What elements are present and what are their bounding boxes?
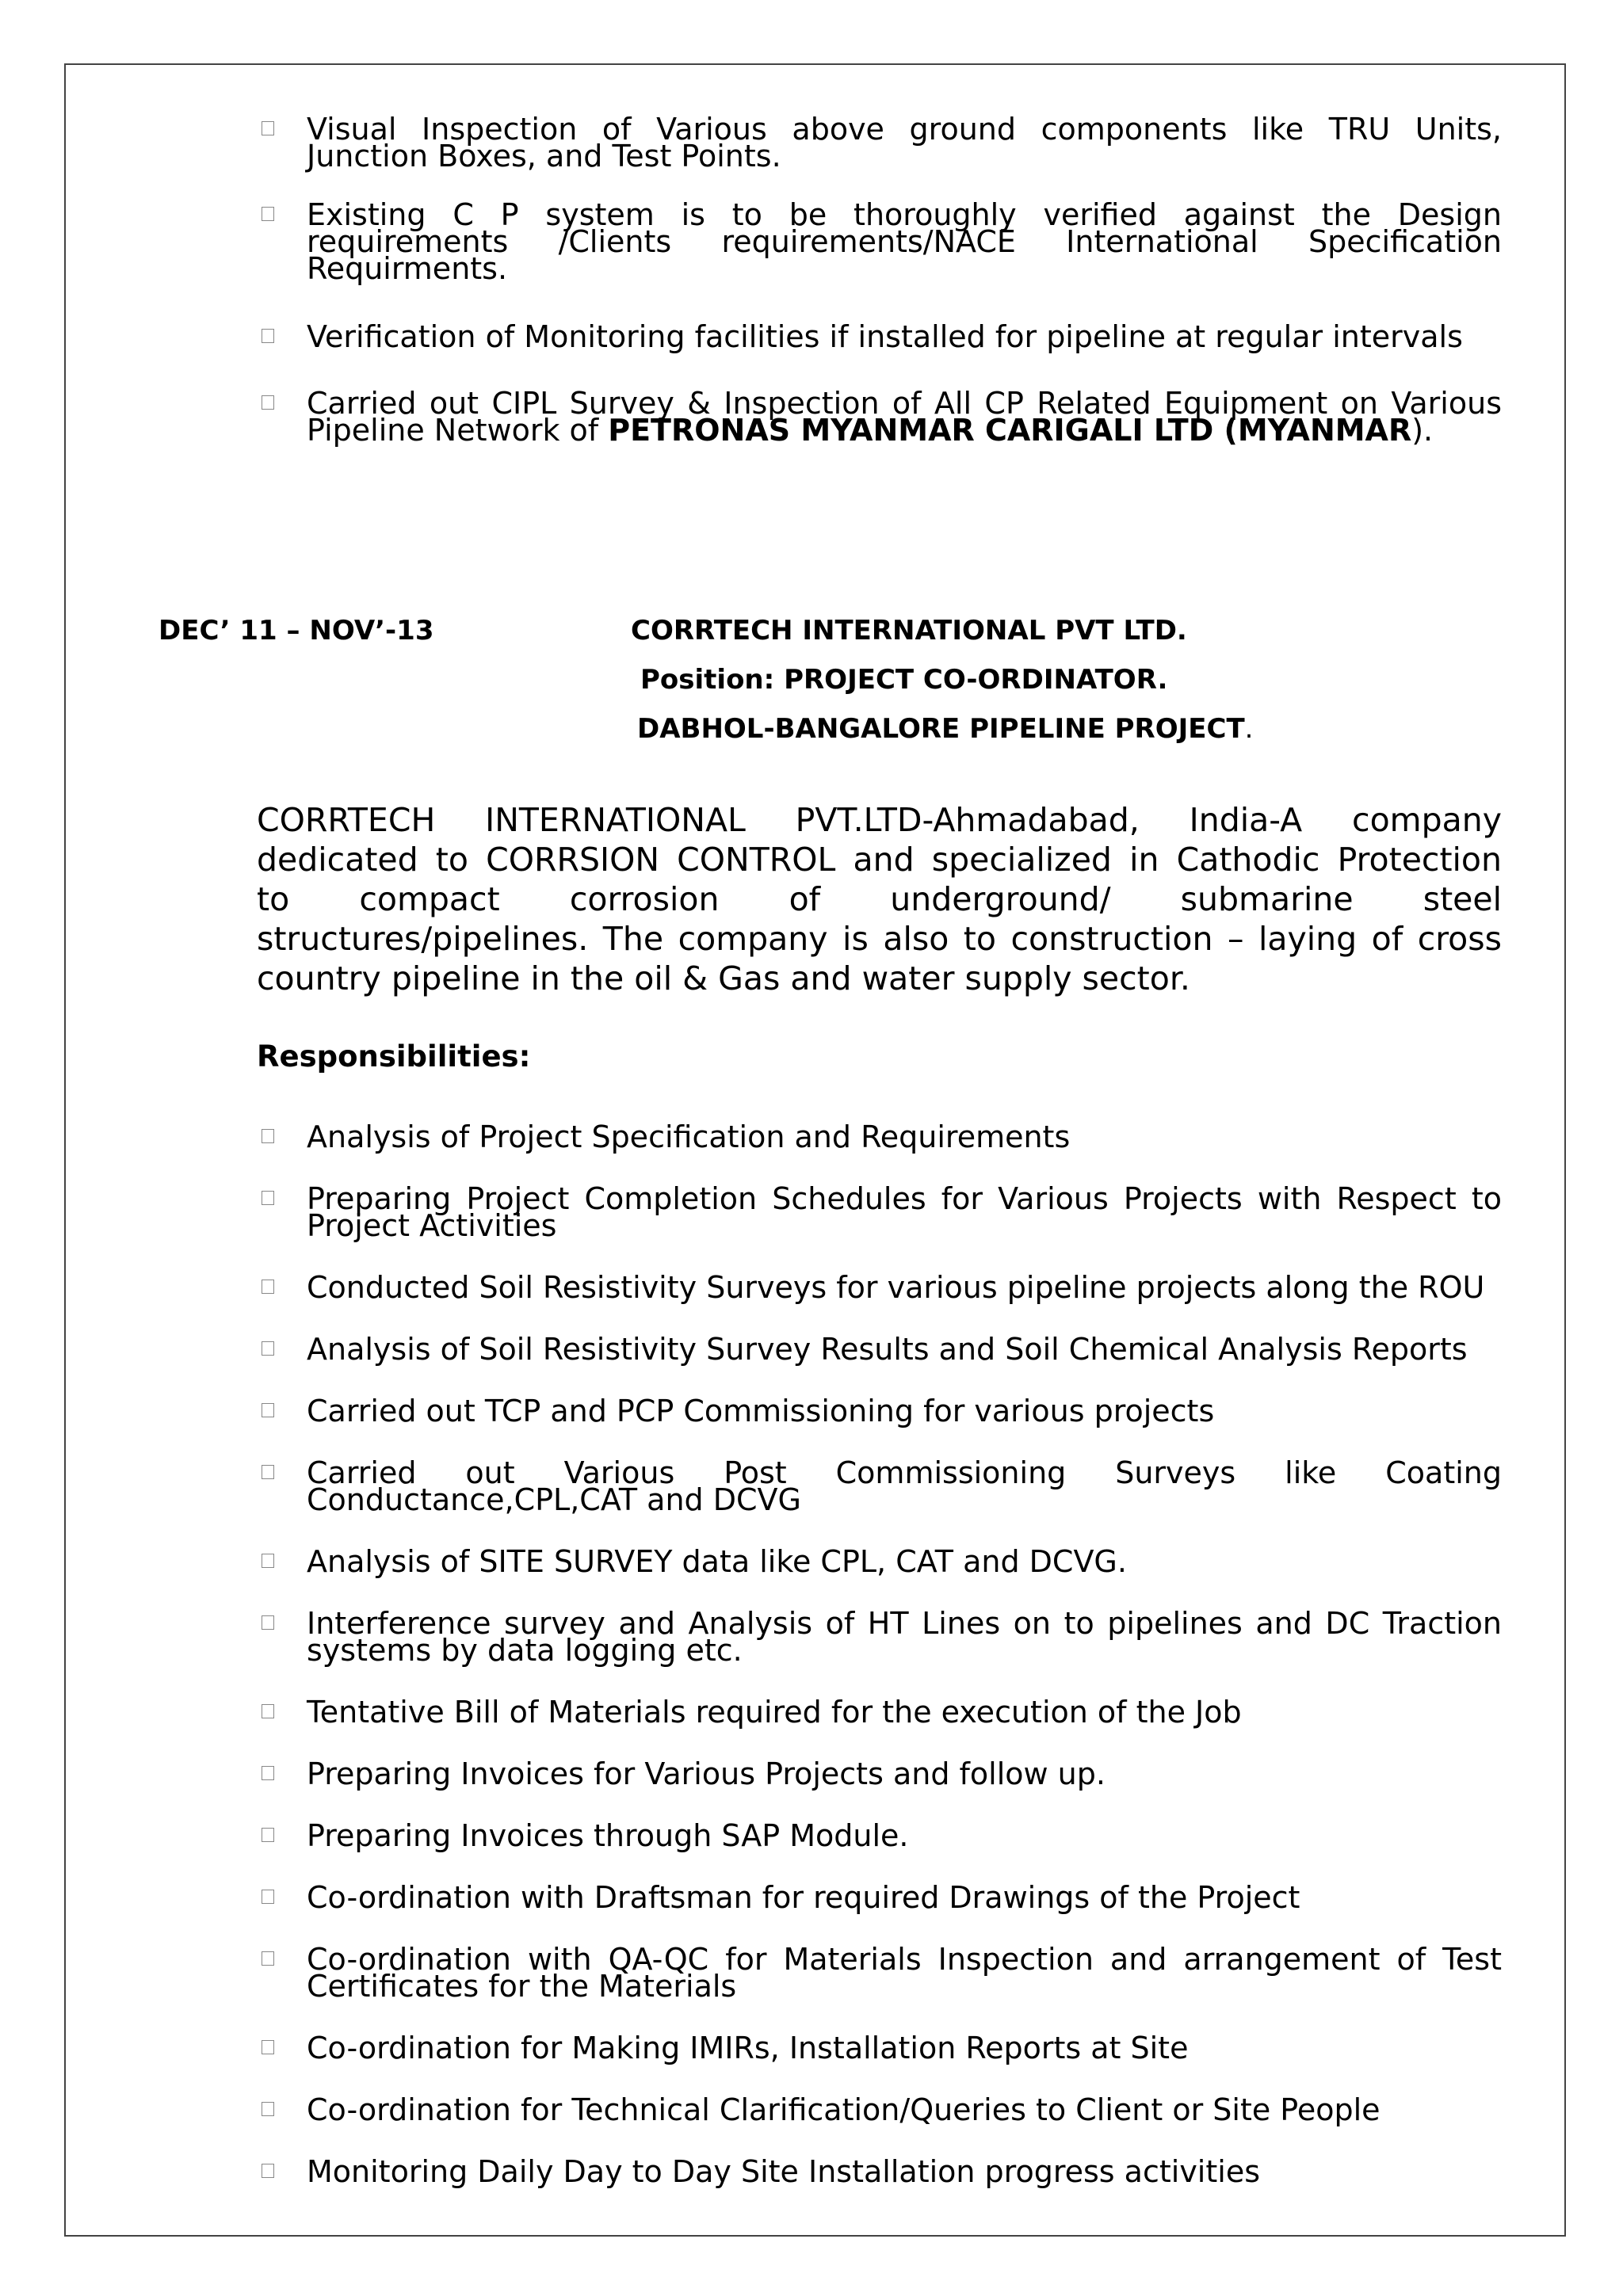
responsibilities-list (262, 1119, 1502, 2189)
bullet-box-icon (262, 2102, 274, 2116)
list-item: Preparing Invoices through SAP Module. (262, 1822, 1502, 1849)
bullet-box-icon (262, 2040, 274, 2054)
list-item: Co-ordination with Draftsman for required Drawings of the Project (262, 1884, 1502, 1911)
bullet-box-icon (262, 1341, 274, 1356)
job-position: Position: PROJECT CO-ORDINATOR. (640, 664, 1168, 696)
list-item: Analysis of Project Specification and Requirements (262, 1123, 1502, 1150)
job-period: DEC’ 11 – NOV’-13 (158, 615, 434, 646)
bullet-box-icon (262, 1890, 274, 1904)
bullet-box-icon (262, 1766, 274, 1780)
list-item: Co-ordination for Making IMIRs, Installation Reports at Site (262, 2035, 1502, 2061)
list-item: Analysis of SITE SURVEY data like CPL, CAT and DCVG. (262, 1548, 1502, 1575)
bullet-box-icon (262, 1615, 274, 1630)
list-item: Preparing Project Completion Schedules for Various Projects with Respect to Project Activities (262, 1185, 1502, 1239)
project-name: DABHOL-BANGALORE PIPELINE PROJECT. (637, 713, 1254, 745)
bullet-box-icon (262, 207, 274, 221)
bullet-box-icon (262, 395, 274, 410)
list-item: Co-ordination with QA-QC for Materials Inspection and arrangement of Test Certificates for the Materials (262, 1946, 1502, 2000)
company-name: CORRTECH INTERNATIONAL PVT LTD. (631, 615, 1187, 646)
list-item: Tentative Bill of Materials required for the execution of the Job (262, 1699, 1502, 1726)
list-item: Monitoring Daily Day to Day Site Installation progress activities (262, 2158, 1502, 2185)
responsibilities-heading: Responsibilities: (257, 1039, 531, 1074)
bullet-box-icon (262, 1465, 274, 1479)
bullet-box-icon (262, 1951, 274, 1966)
bullet-box-icon (262, 1191, 274, 1205)
bullet-box-icon (262, 2164, 274, 2178)
list-item: Carried out TCP and PCP Commissioning for various projects (262, 1398, 1502, 1425)
list-item: Existing C P system is to be thoroughly verified against the Design requirements /Clients requirements/NACE International Specification Requirments. (262, 201, 1502, 282)
list-item: Visual Inspection of Various above ground components like TRU Units, Junction Boxes, and Test Points. (262, 116, 1502, 170)
inspection-bullet-list (262, 112, 1502, 448)
list-item: Verification of Monitoring facilities if installed for pipeline at regular intervals (262, 323, 1502, 350)
bullet-box-icon (262, 1129, 274, 1143)
bullet-box-icon (262, 329, 274, 343)
list-item: Analysis of Soil Resistivity Survey Results and Soil Chemical Analysis Reports (262, 1336, 1502, 1363)
list-item: Preparing Invoices for Various Projects and follow up. (262, 1760, 1502, 1787)
bullet-box-icon (262, 1828, 274, 1842)
bullet-box-icon (262, 1554, 274, 1568)
bullet-box-icon (262, 1280, 274, 1294)
bullet-box-icon (262, 121, 274, 135)
bullet-box-icon (262, 1704, 274, 1718)
client-name: PETRONAS MYANMAR CARIGALI LTD (MYANMAR (608, 413, 1412, 448)
list-item: Carried out CIPL Survey & Inspection of All CP Related Equipment on Various Pipeline Network of PETRONAS MYANMAR CARIGALI LTD (MYANMAR). (262, 390, 1502, 444)
list-item: Interference survey and Analysis of HT Lines on to pipelines and DC Traction systems by data logging etc. (262, 1610, 1502, 1664)
list-item: Conducted Soil Resistivity Surveys for various pipeline projects along the ROU (262, 1274, 1502, 1301)
list-item: Co-ordination for Technical Clarification/Queries to Client or Site People (262, 2096, 1502, 2123)
list-item: Carried out Various Post Commissioning Surveys like Coating Conductance,CPL,CAT and DCVG (262, 1459, 1502, 1513)
bullet-box-icon (262, 1403, 274, 1417)
company-description: CORRTECH INTERNATIONAL PVT.LTD-Ahmadabad, India-A company dedicated to CORRSION CONTROL and specialized in Cathodic Protection to compact corrosion of underground/ submarine steel structures/pipelines. The company is also to construction – laying of cross country pipeline in the oil & Gas and water supply sector. (257, 801, 1502, 997)
